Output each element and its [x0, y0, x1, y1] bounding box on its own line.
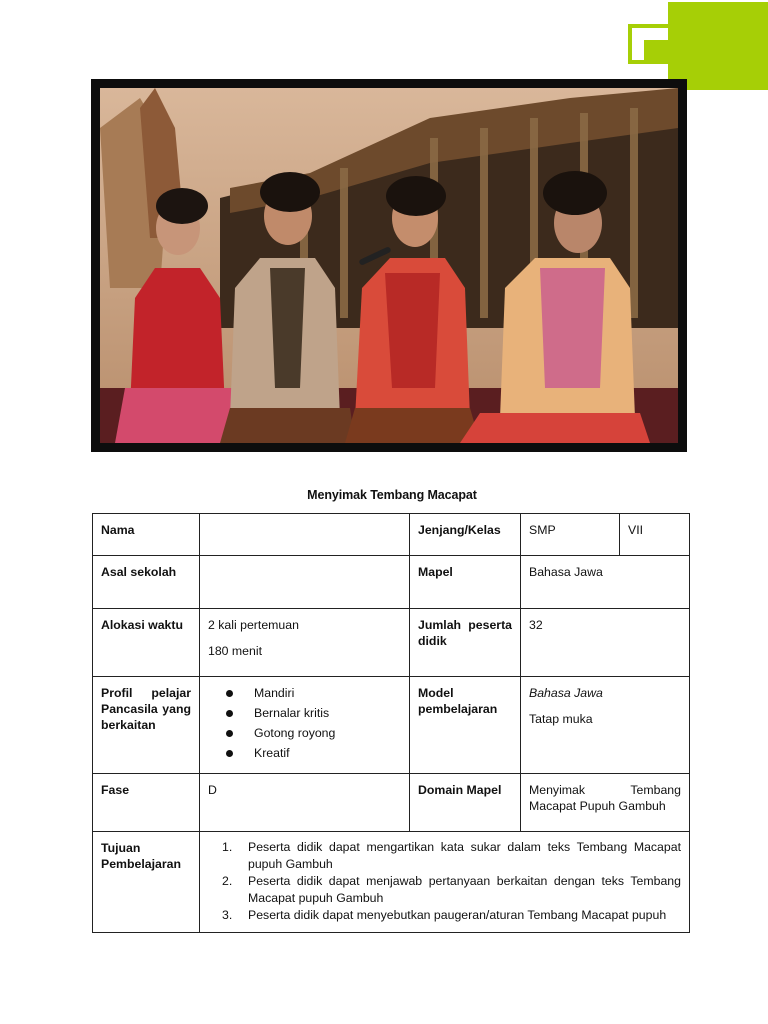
profil-list: [208, 683, 401, 763]
macapat-singers-photo: [100, 88, 678, 443]
value-jenjang-level: SMP: [521, 514, 620, 556]
photo-frame: [91, 79, 687, 452]
table-row: [93, 677, 690, 774]
label-alokasi-waktu: Alokasi waktu: [93, 609, 200, 677]
table-row: [93, 774, 690, 832]
value-jenjang-grade: VII: [620, 514, 690, 556]
value-mapel: Bahasa Jawa: [521, 556, 690, 609]
list-item: Mandiri: [226, 683, 401, 703]
table-row: [93, 832, 690, 933]
label-model-pembelajaran: Model pembelajaran: [410, 677, 521, 774]
label-domain-mapel: Domain Mapel: [410, 774, 521, 832]
lesson-info-table: [92, 513, 690, 933]
label-mapel: Mapel: [410, 556, 521, 609]
label-nama: Nama: [93, 514, 200, 556]
list-item: Bernalar kritis: [226, 703, 401, 723]
brand-accent-block: [668, 2, 768, 90]
value-model-pembelajaran: [521, 677, 690, 774]
label-profil-pelajar: Profil pelajar Pancasila yang berkaitan: [101, 686, 191, 732]
label-tujuan-pembelajaran: Tujuan Pembelajaran: [93, 832, 200, 933]
label-fase: Fase: [93, 774, 200, 832]
label-jumlah-peserta: Jumlah peserta didik: [418, 618, 512, 648]
tujuan-list: [208, 839, 681, 924]
value-domain-mapel: Menyimak Tembang Macapat Pupuh Gambuh: [529, 783, 681, 813]
model-tatap-muka: Tatap muka: [529, 712, 593, 726]
value-nama: [200, 514, 410, 556]
list-item: Gotong royong: [226, 723, 401, 743]
table-row: [93, 609, 690, 677]
list-item: Kreatif: [226, 743, 401, 763]
value-asal-sekolah: [200, 556, 410, 609]
list-item: 3. Peserta didik dapat menyebutkan paugeran/aturan Tembang Macapat pupuh: [222, 908, 667, 922]
table-row: [93, 514, 690, 556]
list-item: 2. Peserta didik dapat menjawab pertanyaan berkaitan dengan teks Tembang Macapat pupuh Gambuh: [222, 874, 681, 905]
label-jenjang: Jenjang/Kelas: [410, 514, 521, 556]
label-asal-sekolah: Asal sekolah: [93, 556, 200, 609]
alokasi-pertemuan: 2 kali pertemuan: [208, 618, 299, 632]
value-fase: D: [200, 774, 410, 832]
model-bahasa: Bahasa Jawa: [529, 686, 603, 700]
value-profil-pelajar: [200, 677, 410, 774]
value-tujuan-pembelajaran: [200, 832, 690, 933]
value-jumlah-peserta: 32: [521, 609, 690, 677]
value-alokasi-waktu: [200, 609, 410, 677]
alokasi-menit: 180 menit: [208, 644, 263, 658]
document-title: Menyimak Tembang Macapat: [307, 488, 477, 502]
table-row: [93, 556, 690, 609]
list-item: 1. Peserta didik dapat mengartikan kata sukar dalam teks Tembang Macapat pupuh Gambuh: [222, 840, 681, 871]
square-frame-logo-icon: [628, 24, 674, 64]
